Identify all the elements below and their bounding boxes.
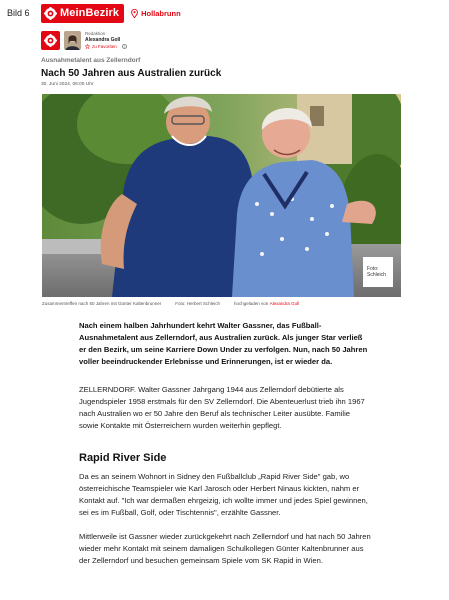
star-icon <box>85 44 90 49</box>
author-avatar[interactable] <box>64 31 81 50</box>
article-paragraph-3: Mittlerweile ist Gassner wieder zurückgekehrt nach Zellerndorf und hat nach 50 Jahren wieder mehr Kontakt mit seinem damaligen Schulkollegen Günter Kaltenbrunner aus der Zellerndorf und besuchen gemeinsam Spiele vom SK Rapid in Wien. <box>79 532 371 565</box>
article-date: 30. Juni 2024, 06:00 Uhr <box>41 82 94 87</box>
uploaded-by-label: hochgeladen von <box>234 300 269 306</box>
uploader-link[interactable]: Alexandra Goll <box>269 300 300 306</box>
brand-gear-icon <box>44 7 57 20</box>
location-pin-icon <box>131 9 138 18</box>
favorite-label: zu Favoriten <box>92 43 117 49</box>
photo-credit: Foto: Herbert Schleich <box>175 300 221 306</box>
brand-logo[interactable] <box>41 4 124 23</box>
photo-credit-line-2: Schleich <box>367 272 386 278</box>
location-name: Hollabrunn <box>141 8 181 18</box>
photo-caption: Zusammentreffen nach 50 Jahren mit Günter Kaltenbrunner <box>42 300 162 306</box>
site-header <box>41 3 181 23</box>
article-paragraph-2: Da es an seinem Wohnort in Sidney den Fußballclub „Rapid River Side" gab, wo österreichische Teamspieler wie Karl Jarosch oder Herbert Ninaus kickten, nahm er Kontakt auf. "Ich war dermaßen ehrgeizig, ich wollte immer und jedes Spiel gewinnen, sei es im Fußball, Golf, oder Tischtennis", erzählte Gassner. <box>79 472 368 517</box>
author-name[interactable]: Alexandra Goll <box>85 36 121 43</box>
article-subheading: Rapid River Side <box>79 452 167 464</box>
brand-gear-icon <box>44 34 57 47</box>
info-icon[interactable]: i <box>122 44 127 49</box>
article-photo[interactable] <box>42 94 401 297</box>
photo-illustration <box>42 94 401 297</box>
author-brand-logo <box>41 31 60 50</box>
article-kicker: Ausnahmetalent aus Zellerndorf <box>41 57 141 64</box>
article-paragraph-1: ZELLERNDORF. Walter Gassner Jahrgang 1944 aus Zellerndorf debütierte als Jugendspieler 1958 erstmals für den SV Zellerndorf. Die Abenteuerlust trieb ihn 1967 nach Australien wo er 50 Jahre den Beruf als technischer Leiter ausübte. Familie sowie Kontakte mit Österreichern wurden weiterhin gepflegt. <box>79 385 365 430</box>
add-favorite-link[interactable] <box>85 44 127 50</box>
photo-credit-line-1: Foto: <box>367 266 379 272</box>
brand-name: MeinBezirk <box>60 7 120 19</box>
article-lead: Nach einem halben Jahrhundert kehrt Walter Gassner, das Fußball-Ausnahmetalent aus Zellerndorf, aus Australien zurück. Als junger Star verließ er den Bezirk, um seine Karriere Down Under zu verfolgen. Nun, nach 50 Jahren voller beeindruckender Erlebnisse und Erinnerungen, ist er wieder da. <box>79 321 368 366</box>
author-role: Redaktion <box>85 30 106 36</box>
author-row <box>41 29 127 51</box>
photo-caption-row <box>42 298 401 308</box>
article-headline: Nach 50 Jahren aus Australien zurück <box>41 68 222 79</box>
photo-credit-badge <box>363 257 393 287</box>
location-link[interactable] <box>131 9 181 18</box>
figure-label: Bild 6 <box>7 8 30 18</box>
